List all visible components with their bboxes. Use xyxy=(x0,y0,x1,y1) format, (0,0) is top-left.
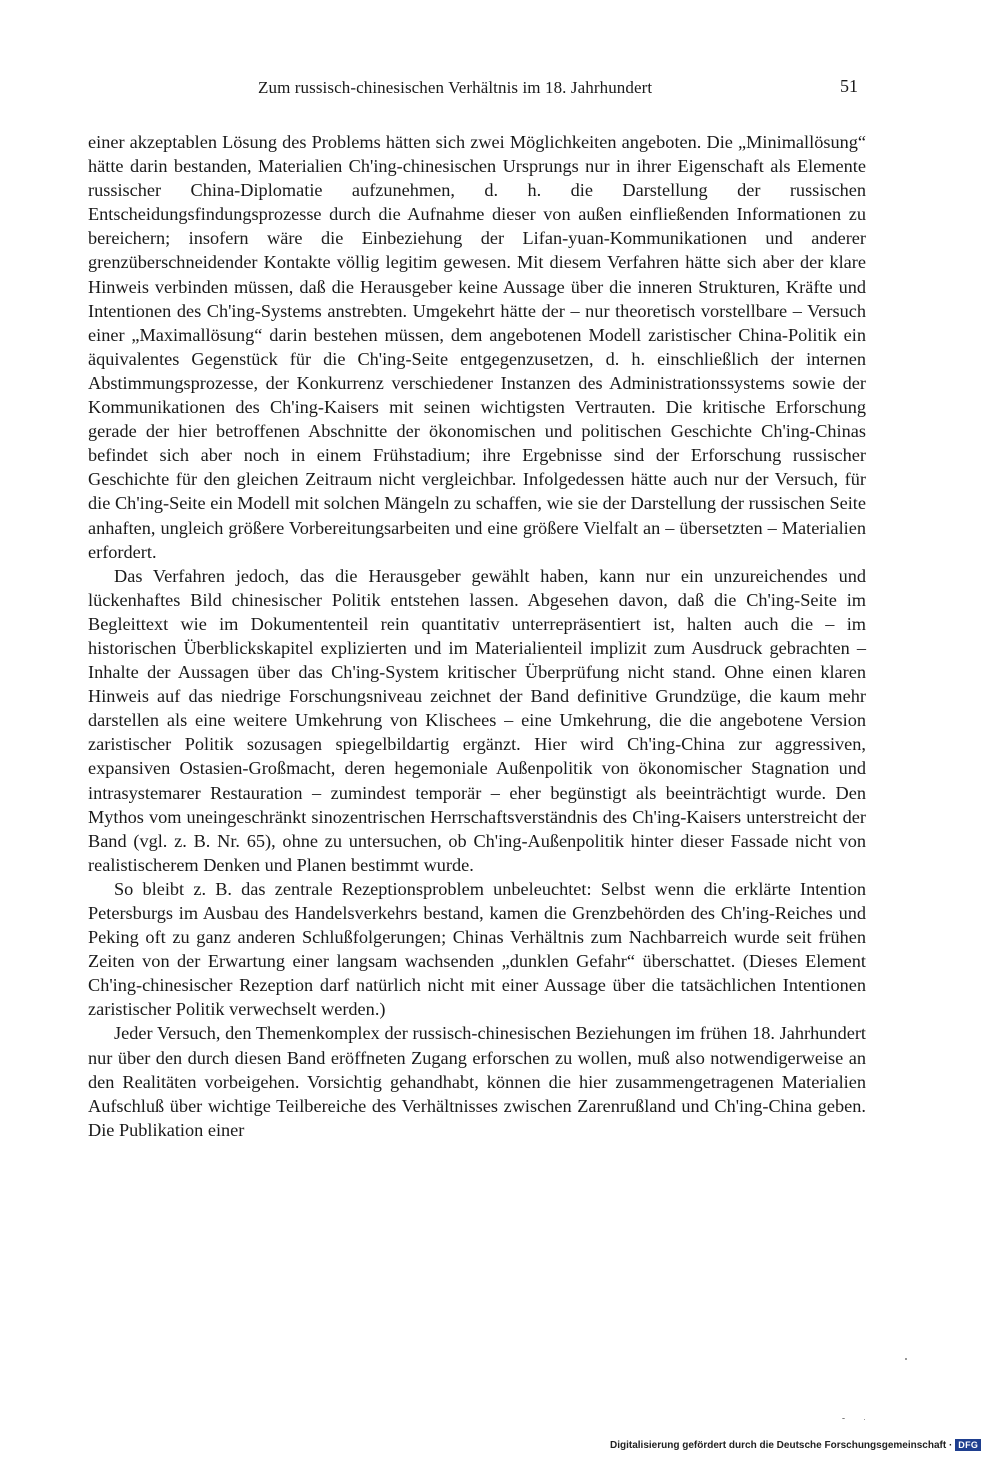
page-number: 51 xyxy=(840,76,858,96)
scan-speck xyxy=(905,1358,907,1360)
paragraph-2: Das Verfahren jedoch, das die Herausgeber gewählt haben, kann nur ein unzureichendes und lückenhaftes Bild chinesischer Politik entstehen lassen. Abgesehen davon, daß die Ch'ing-Seite im Begleittext wie im Dokumententeil rein quantitativ unterrepräsentiert ist, halten auch die – im historischen Überblickskapitel explizierten und im Materialienteil implizit zum Ausdruck gebrachten – Inhalte der Aussagen über das Ch'ing-System kritischer Überprüfung nicht stand. Ohne einen klaren Hinweis auf das niedrige Forschungsniveau zeichnet der Band definitive Grundzüge, die kaum mehr darstellen als eine weitere Umkehrung von Klischees – eine Umkehrung, die die angebotene Version zaristischer Politik sozusagen spiegelbildartig ergänzt. Hier wird Ch'ing-China zur aggressiven, expansiven Ostasien-Großmacht, deren hegemoniale Außenpolitik von ökonomischer Stagnation und intrasystemarer Restauration – zumindest temporär – eher begünstigt als beeinträchtigt wurde. Den Mythos vom uneingeschränkt sinozentrischen Herrschaftsverständnis des Ch'ing-Kaisers unterstreicht der Band (vgl. z. B. Nr. 65), ohne zu untersuchen, ob Ch'ing-Außenpolitik hinter dieser Fassade nicht von realistischerem Denken und Planen bestimmt wurde. xyxy=(88,565,866,875)
scan-speck xyxy=(842,1418,845,1419)
body-text xyxy=(88,130,866,1142)
footer-credit: Digitalisierung gefördert durch die Deutsche Forschungsgemeinschaft · xyxy=(610,1439,953,1451)
paragraph-4: Jeder Versuch, den Themenkomplex der russisch-chinesischen Beziehungen im frühen 18. Jahrhundert nur über den durch diesen Band eröffneten Zugang erforschen zu wollen, muß also notwendigerweise an den Realitäten vorbeigehen. Vorsichtig gehandhabt, können die hier zusammengetragenen Materialien Aufschluß über wichtige Teilbereiche des Verhältnisses zwischen Zarenrußland und Ch'ing-China geben. Die Publikation einer xyxy=(88,1023,866,1140)
paragraph-3: So bleibt z. B. das zentrale Rezeptionsproblem unbeleuchtet: Selbst wenn die erklärte Intention Petersburgs im Ausbau des Handelsverkehrs bestand, kamen die Grenzbehörden des Ch'ing-Reiches und Peking oft zu ganz anderen Schlußfolgerungen; Chinas Verhältnis zum Nachbarreich wurde seit frühen Zeiten von der Erwartung einer langsam wachsenden „dunklen Gefahr“ überschattet. (Dieses Element Ch'ing-chinesischer Rezeption darf natürlich nicht mit einer Aussage über die tatsächlichen Intentionen zaristischer Politik verwechselt werden.) xyxy=(88,878,866,1020)
paragraph-1: einer akzeptablen Lösung des Problems hätten sich zwei Möglichkeiten angeboten. Die „Minimallösung“ hätte darin bestanden, Materialien Ch'ing-chinesischen Ursprungs nur in ihrer Eigenschaft als Elemente russischer China-Diplomatie aufzunehmen, d. h. die Darstellung der russischen Entscheidungsfindungsprozesse durch die Aufnahme dieser von außen einfließenden Informationen zu bereichern; insofern wäre die Einbeziehung der Lifan-yuan-Kommunikationen und anderer grenzüberschneidender Kontakte völlig legitim gewesen. Mit diesem Verfahren hätte sich aber der klare Hinweis verbinden müssen, daß die Herausgeber keine Aussage über die inneren Strukturen, Kräfte und Intentionen des Ch'ing-Systems anstrebten. Umgekehrt hätte der – nur theoretisch vorstellbare – Versuch einer „Maximallösung“ darin bestehen müssen, dem angebotenen Modell zaristischer China-Politik ein äquivalentes Gegenstück für die Ch'ing-Seite entgegenzusetzen, d. h. einschließlich der internen Abstimmungsprozesse, der Konkurrenz verschiedener Instanzen des Administrationssystems sowie der Kommunikationen des Ch'ing-Kaisers mit seinen wichtigsten Vertrauten. Die kritische Erforschung gerade der hier betroffenen Abschnitte der ökonomischen und politischen Geschichte Ch'ing-Chinas befindet sich aber noch in einem Frühstadium; ihre Ergebnisse sind der Erforschung russischer Geschichte für den gleichen Zeitraum nicht vergleichbar. Infolgedessen hätte auch nur der Versuch, für die Ch'ing-Seite ein Modell mit solchen Mängeln zu schaffen, wie sie der Darstellung der russischen Seite anhaften, ungleich größere Vorbereitungsarbeiten und eine größere Vielfalt an – übersetzten – Materialien erfordert. xyxy=(88,132,866,562)
running-title: Zum russisch-chinesischen Verhältnis im 18. Jahrhundert xyxy=(258,78,653,97)
digitization-footer xyxy=(610,1439,981,1451)
dfg-logo-icon: DFG xyxy=(955,1439,981,1451)
scan-speck xyxy=(864,1419,865,1420)
